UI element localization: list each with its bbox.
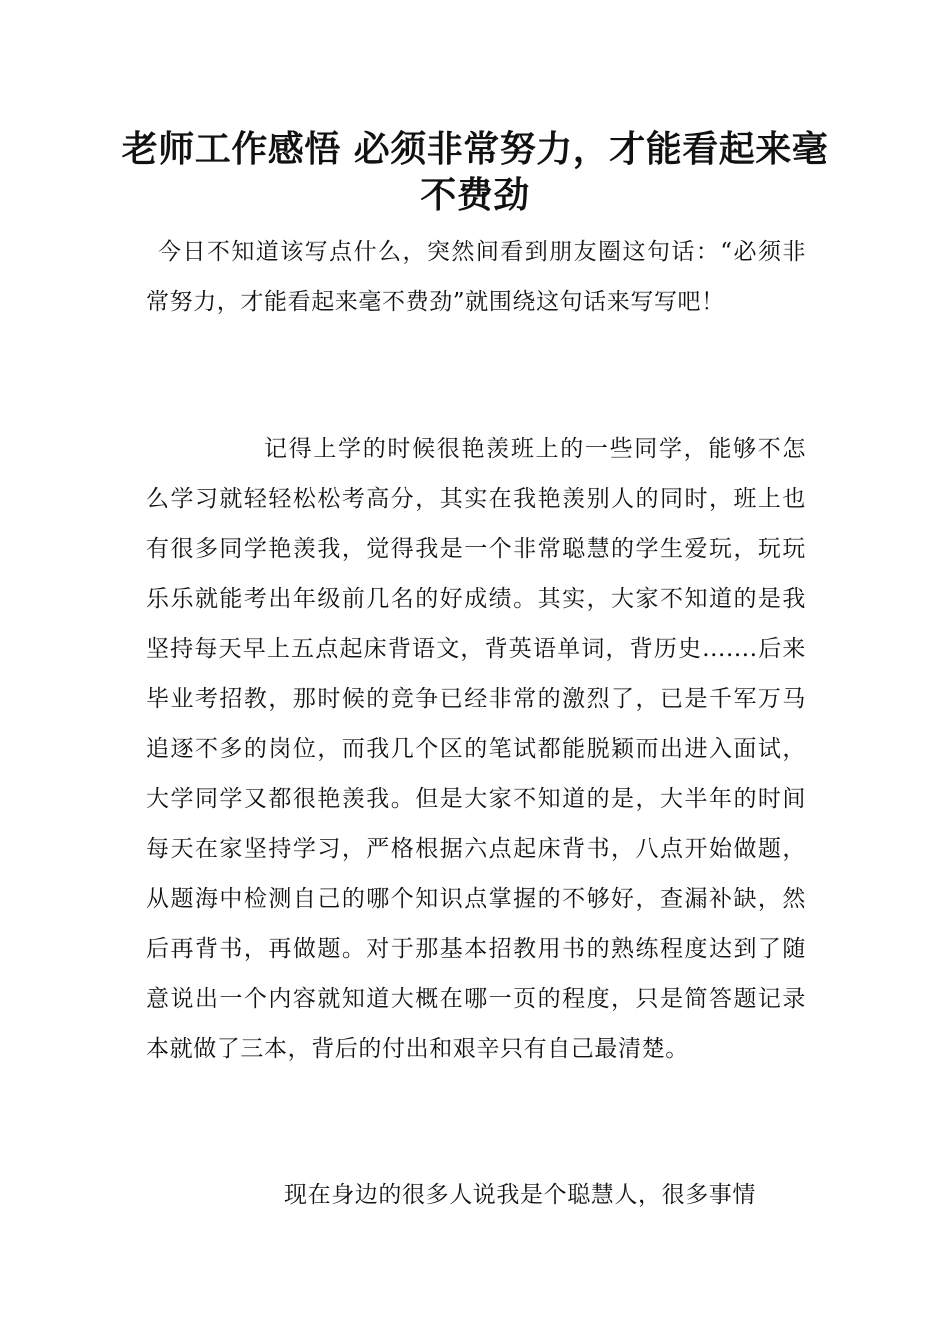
paragraph-present: 现在身边的很多人说我是个聪慧人，很多事情 <box>284 1182 756 1208</box>
document-title: 老师工作感悟 必须非常努力，才能看起来毫不费劲 <box>121 129 829 216</box>
paragraph-intro: 今日不知道该写点什么，突然间看到朋友圈这句话：“必须非常努力，才能看起来毫不费劲”就围绕这句话来写写吧！ <box>146 239 806 315</box>
paragraph-school-memories: 记得上学的时候很艳羡班上的一些同学，能够不怎么学习就轻轻松松考高分，其实在我艳羡别人的同时，班上也有很多同学艳羡我，觉得我是一个非常聪慧的学生爱玩，玩玩乐乐就能考出年级前几名的好成绩。其实，大家不知道的是我坚持每天早上五点起床背语文，背英语单词，背历史.......后来毕业考招教，那时候的竞争已经非常的激烈了，已是千军万马追逐不多的岗位，而我几个区的笔试都能脱颖而出进入面试，大学同学又都很艳羡我。但是大家不知道的是，大半年的时间每天在家坚持学习，严格根据六点起床背书，八点开始做题，从题海中检测自己的哪个知识点掌握的不够好，查漏补缺，然后再背书，再做题。对于那基本招教用书的熟练程度达到了随意说出一个内容就知道大概在哪一页的程度，只是简答题记录本就做了三本，背后的付出和艰辛只有自己最清楚。 <box>146 436 806 1062</box>
